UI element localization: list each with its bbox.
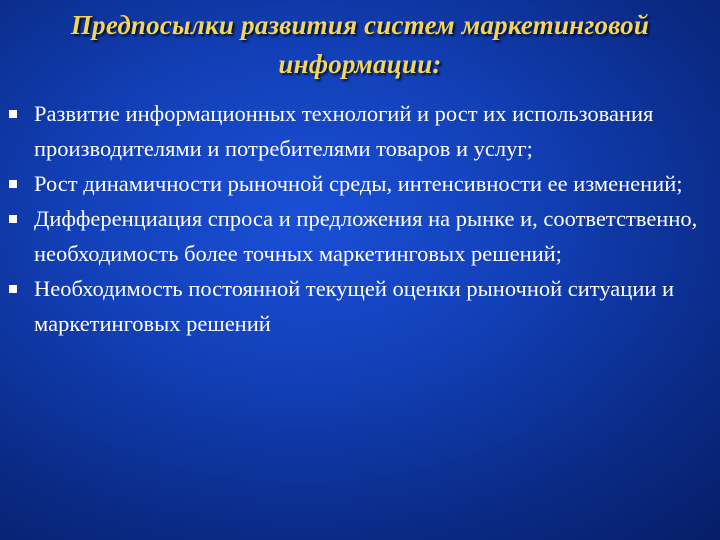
- list-item: [0, 166, 720, 201]
- square-bullet-icon: [9, 285, 17, 293]
- slide-title: Предпосылки развития систем маркетинговой информации:: [70, 10, 650, 79]
- list-item-text: Необходимость постоянной текущей оценки рыночной ситуации и маркетинговых решений: [34, 276, 675, 336]
- square-bullet-icon: [9, 215, 17, 223]
- square-bullet-icon: [9, 180, 17, 188]
- list-item: [0, 201, 720, 271]
- bullet-list: [0, 96, 720, 341]
- list-item-text: Рост динамичности рыночной среды, интенсивности ее изменений;: [34, 171, 683, 196]
- list-item-text: Развитие информационных технологий и рост их использования производителями и потребителями товаров и услуг;: [34, 101, 654, 161]
- list-item: [0, 96, 720, 166]
- square-bullet-icon: [9, 110, 17, 118]
- list-item: [0, 271, 720, 341]
- list-item-text: Дифференциация спроса и предложения на рынке и, соответственно, необходимость более точных маркетинговых решений;: [34, 206, 698, 266]
